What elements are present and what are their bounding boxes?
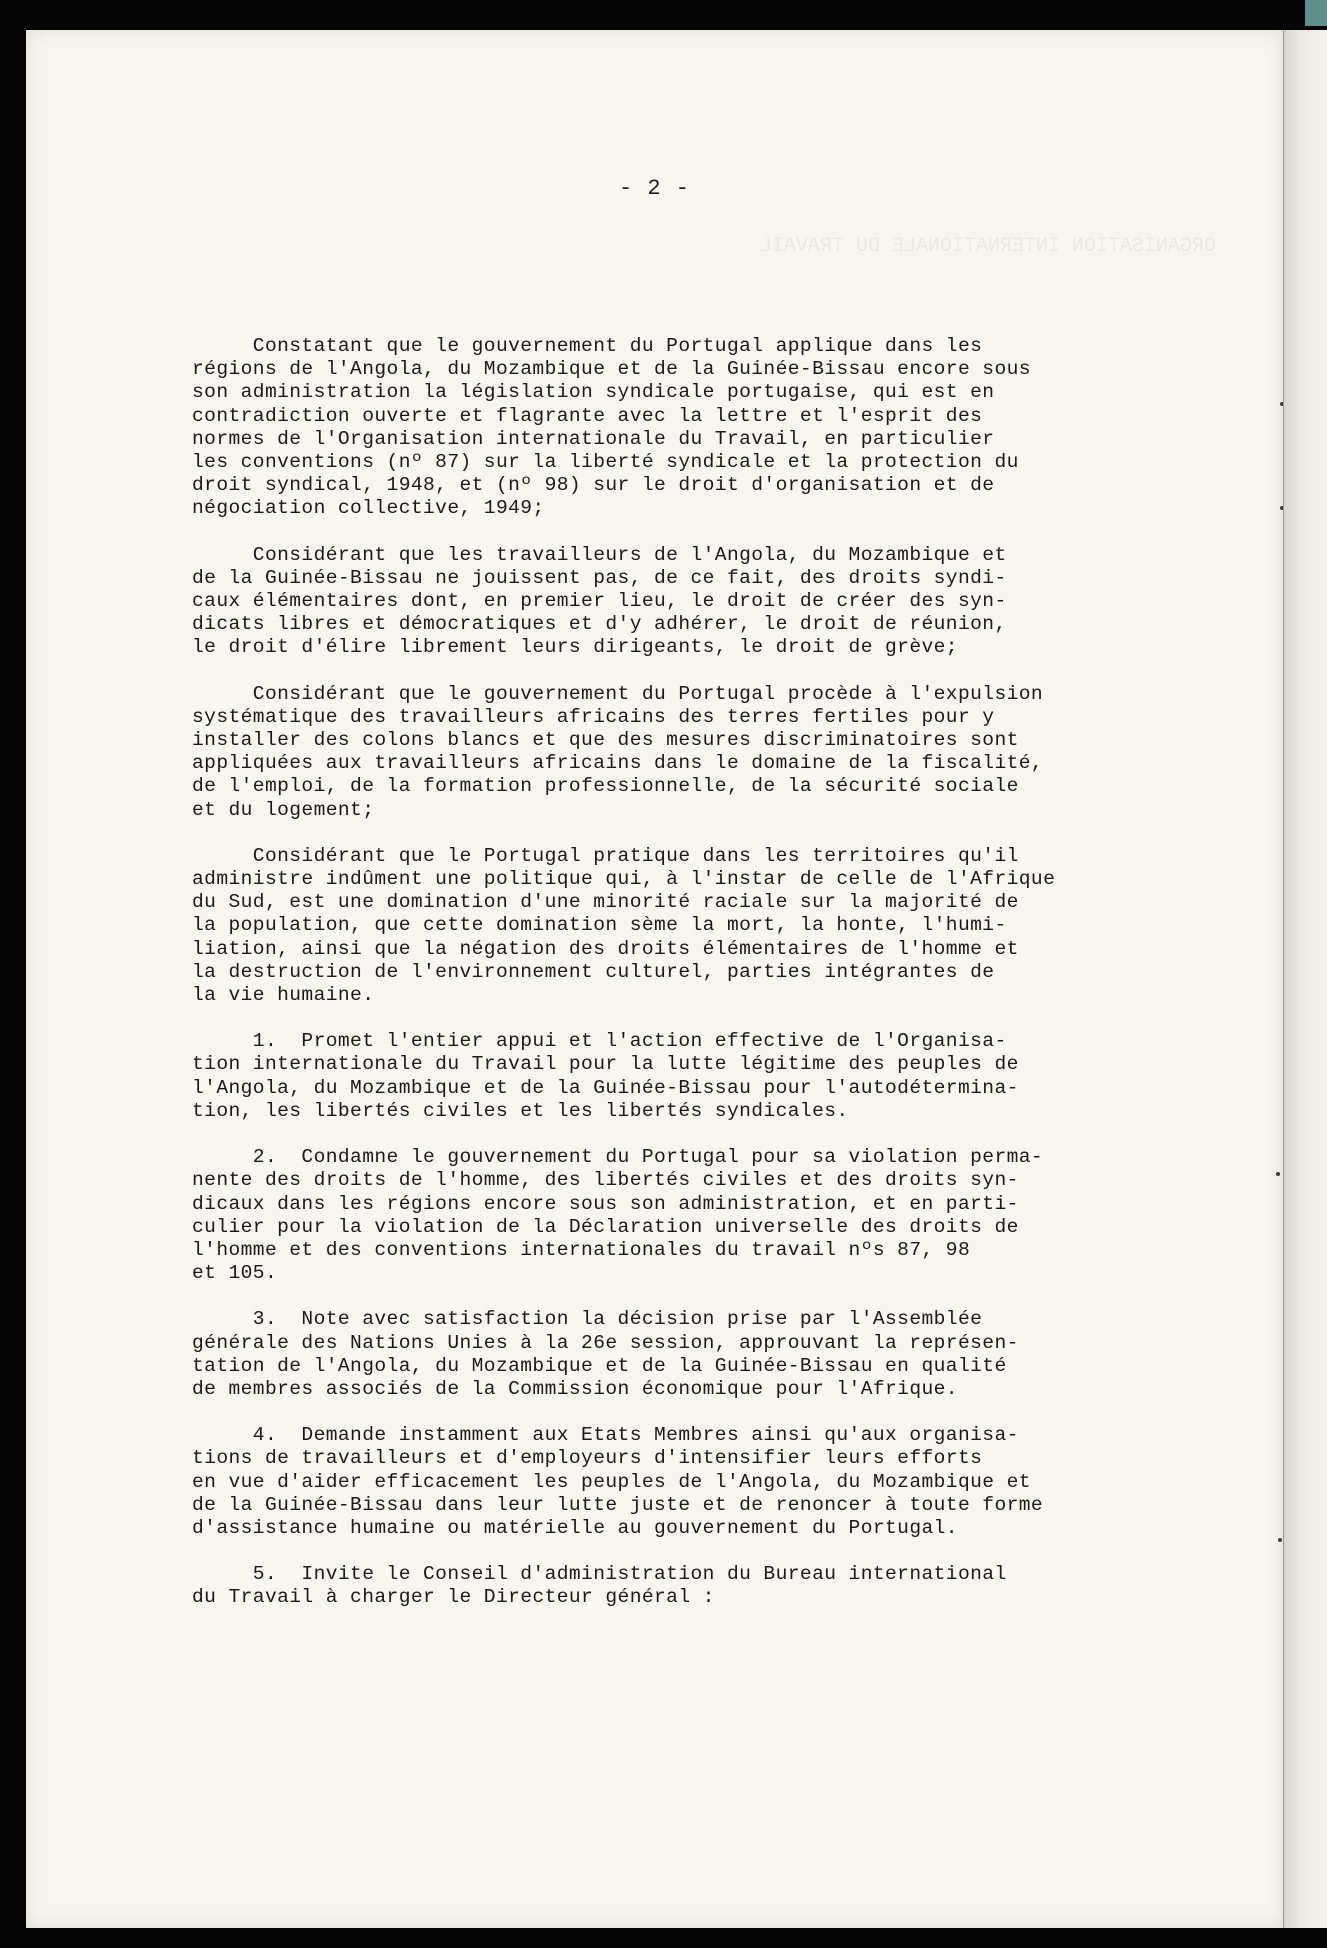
paper-speck xyxy=(1278,1538,1282,1542)
paragraph-point-4: 4. Demande instamment aux Etats Membres ainsi qu'aux organisa- tions de travailleurs et d'employeurs d'intensifier leurs efforts en vue d'aider efficacement les peuples de l'Angola, du Mozambique et de la Guinée-Bissau dans leur lutte juste et de renoncer à toute forme d'assistance humaine ou matérielle au gouvernement du Portugal. xyxy=(192,1424,1044,1539)
adjacent-page-edge xyxy=(1283,30,1327,1928)
document-page xyxy=(26,30,1283,1928)
corner-color-mark xyxy=(1305,0,1327,26)
paper-speck xyxy=(1280,506,1283,510)
paragraph-point-3: 3. Note avec satisfaction la décision prise par l'Assemblée générale des Nations Unies à la 26e session, approuvant la représen- tation de l'Angola, du Mozambique et de la Guinée-Bissau en qualité de membres associés de la Commission économique pour l'Afrique. xyxy=(192,1308,1019,1400)
paper-speck xyxy=(1276,1172,1280,1176)
paragraph-considerant-workers-rights: Considérant que les travailleurs de l'Angola, du Mozambique et de la Guinée-Bissau ne jouissent pas, de ce fait, des droits syndi- caux élémentaires dont, en premier lieu, le droit de créer des syn- dicats libres et démocratiques et d'y adhérer, le droit de réunion, le droit d'élire librement leurs dirigeants, le droit de grève; xyxy=(192,543,1007,659)
paragraph-point-1: 1. Promet l'entier appui et l'action effective de l'Organisa- tion internationale du Travail pour la lutte légitime des peuples de l'Angola, du Mozambique et de la Guinée-Bissau pour l'autodétermina- tion, les libertés civiles et les libertés syndicales. xyxy=(192,1030,1019,1122)
paragraph-considerant-domination: Considérant que le Portugal pratique dans les territoires qu'il administre indûment une politique qui, à l'instar de celle de l'Afrique du Sud, est une domination d'une minorité raciale sur la majorité de la population, que cette domination sème la mort, la honte, l'humi- liation, ainsi que la négation des droits élémentaires de l'homme et la destruction de l'environnement culturel, parties intégrantes de la vie humaine. xyxy=(192,844,1056,1007)
paragraph-point-2: 2. Condamne le gouvernement du Portugal pour sa violation perma- nente des droits de l'homme, des libertés civiles et des droits syn- dicaux dans les régions encore sous son administration, et en parti- culier pour la violation de la Déclaration universelle des droits de l'homme et des conventions internationales du travail nºs 87, 98 et 105. xyxy=(192,1146,1044,1285)
page-number: - 2 - xyxy=(618,176,690,201)
paragraph-point-5: 5. Invite le Conseil d'administration du Bureau international du Travail à charger le Directeur général : xyxy=(192,1563,1007,1609)
paragraph-constatant: Constatant que le gouvernement du Portugal applique dans les régions de l'Angola, du Mozambique et de la Guinée-Bissau encore sous son administration la législation syndicale portugaise, qui est en contradiction ouverte et flagrante avec la lettre et l'esprit des normes de l'Organisation internationale du Travail, en particulier les conventions (nº 87) sur la liberté syndicale et la protection du droit syndical, 1948, et (nº 98) sur le droit d'organisation et de négociation collective, 1949; xyxy=(192,335,1031,520)
resolution-body xyxy=(192,335,1202,1610)
bleed-through-text: ORGANISATION INTERNATIONALE DU TRAVAIL xyxy=(759,235,1216,258)
paragraph-considerant-expulsion: Considérant que le gouvernement du Portugal procède à l'expulsion systématique des travailleurs africains des terres fertiles pour y installer des colons blancs et que des mesures discriminatoires sont appliquées aux travailleurs africains dans le domaine de la fiscalité, de l'emploi, de la formation professionnelle, de la sécurité sociale et du logement; xyxy=(192,682,1044,821)
paper-speck xyxy=(1280,402,1283,406)
